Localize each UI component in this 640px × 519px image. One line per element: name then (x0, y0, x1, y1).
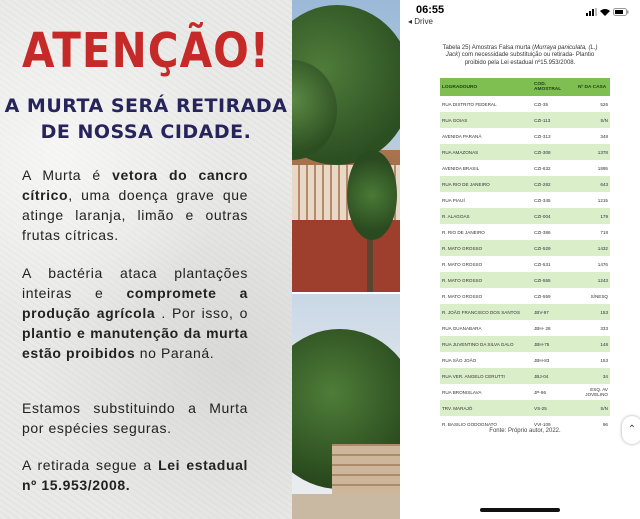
house-number-cell: ESQ. AV JOVELINO (585, 387, 608, 397)
table-row (440, 208, 610, 224)
table-row (440, 96, 610, 112)
table-row (440, 288, 610, 304)
table-row (440, 352, 610, 368)
table-row (440, 224, 610, 240)
tree-photo (292, 0, 400, 292)
poster-subtitle-line2: DE NOSSA CIDADE. (40, 121, 252, 143)
table-row (440, 160, 610, 176)
street-cell: AVENIDA BRASIL (442, 165, 480, 171)
samples-table (440, 78, 610, 432)
street-cell: RUA AMAZONAS (440, 144, 532, 160)
sample-code-cell: CZI-004 (532, 208, 576, 224)
street-cell: TRV. MARAJÓ (440, 400, 532, 416)
street-cell: RUA JUVENTINO DA SILVA GALO (440, 336, 532, 352)
table-source: Fonte: Próprio autor, 2022. (489, 428, 561, 434)
sample-code-cell: CZI-531 (534, 261, 551, 267)
table-row (440, 336, 610, 352)
street-cell: RUA GUANABARA (442, 325, 482, 331)
house-number-cell: 1476 (597, 261, 608, 267)
signal-icon (586, 8, 598, 16)
house-number-cell: 718 (600, 229, 608, 235)
sample-code-cell: JP-96 (534, 389, 547, 395)
street-cell: R. BASILIO GODOGNATO (442, 421, 497, 427)
sample-code-cell: VS-25 (532, 400, 576, 416)
street-cell: R. MATO GROSSO (442, 293, 483, 299)
poster-subtitle-line1: A MURTA SERÁ RETIRADA (4, 95, 288, 117)
paragraph-bacteria: A bactéria ataca plantações inteiras e compromete a produção agrícola . Por isso, o plantio e manutenção da murta estão proibidos no Paraná. (22, 265, 248, 361)
street-cell: RUA DISTRITO FEDERAL (442, 101, 497, 107)
sample-code-cell: CZI-529 (532, 240, 576, 256)
street-cell: R. ALAGOAS (440, 208, 532, 224)
table-row (440, 112, 610, 128)
street-cell: RUA SÃO JOÃO (442, 357, 477, 363)
house-number-cell: 153 (576, 304, 610, 320)
sample-code-cell: JBH-83 (534, 357, 550, 363)
chevron-icon: ⌃ (627, 424, 637, 435)
phone-screen (400, 0, 640, 519)
house-number-cell: 1215 (597, 197, 608, 203)
street-cell: AVENIDA PARANÁ (442, 133, 482, 139)
house-number-cell: 526 (600, 101, 608, 107)
house-number-cell: S/N (576, 400, 610, 416)
street-cell: RUA PIAUÍ (442, 197, 465, 203)
house-number-cell: 153 (600, 357, 608, 363)
sample-code-cell: VVI-109 (534, 421, 551, 427)
column-header: Nº DA CASA (576, 78, 610, 96)
table-row (440, 256, 610, 272)
sample-code-cell: CZI-282 (532, 176, 576, 192)
shrub-photo (292, 294, 400, 519)
house-number-cell: 148 (576, 336, 610, 352)
paragraph-law: A retirada segue a Lei estadual nº 15.953/2008. (22, 457, 248, 493)
sample-code-cell: CZI-113 (532, 112, 576, 128)
battery-icon (613, 8, 629, 16)
sample-code-cell: CZI-386 (534, 229, 551, 235)
table-row (440, 304, 610, 320)
house-number-cell: 96 (602, 421, 608, 427)
sample-code-cell: JBH- 28 (534, 325, 551, 331)
paragraph-replacement: Estamos substituindo a Murta por espécies seguras. (22, 400, 248, 436)
sample-code-cell: CZI-555 (532, 272, 576, 288)
house-number-cell: 34 (576, 368, 610, 384)
house-number-cell: 1243 (576, 272, 610, 288)
table-row (440, 400, 610, 416)
sample-code-cell: CZI-308 (532, 144, 576, 160)
sample-code-cell: CZI-313 (534, 133, 551, 139)
poster-title: ATENÇÃO! (22, 22, 270, 79)
table-row (440, 320, 610, 336)
photo-strip (292, 0, 400, 519)
house-number-cell: S/NESQ (590, 293, 608, 299)
street-cell: RUA BRONISLAVA (442, 389, 482, 395)
table-row (440, 128, 610, 144)
column-header: COD. AMOSTRAL (532, 78, 576, 96)
table-row (440, 192, 610, 208)
paragraph-vector: A Murta é vetora do cancro cítrico, uma doença grave que atinge laranja, limão e outras frutas cítricas. (22, 167, 248, 243)
sample-code-cell: CZI-345 (534, 197, 551, 203)
street-cell: R. JOÃO FRANCISCO DOS SANTOS (440, 304, 532, 320)
house-number-cell: 643 (576, 176, 610, 192)
sample-code-cell: JBJ-04 (532, 368, 576, 384)
table-row (440, 176, 610, 192)
house-number-cell: 1378 (576, 144, 610, 160)
scroll-chevron-button[interactable] (622, 416, 640, 444)
poster-subtitle (0, 93, 292, 145)
sample-code-cell: JBV-97 (532, 304, 576, 320)
street-cell: R. MATO GROSSO (440, 272, 532, 288)
table-caption: Tabela 25) Amostras Falsa murta (Murraya paniculata, (L.) Jack) com necessidade substituição ou retirada- Plantio proibido pela Lei estadual nº15.953/2008. (442, 45, 598, 66)
sample-code-cell: JBH-75 (532, 336, 576, 352)
house-number-cell: 1432 (576, 240, 610, 256)
house-number-cell: 333 (600, 325, 608, 331)
status-bar (400, 4, 640, 20)
house-number-cell: S/N (576, 112, 610, 128)
home-indicator[interactable] (480, 508, 560, 512)
table-row (440, 272, 610, 288)
wifi-icon (600, 8, 610, 16)
street-cell: RUA VER. ANGELO CERUTTI (440, 368, 532, 384)
street-cell: R. RIO DE JANEIRO (442, 229, 485, 235)
house-number-cell: 1895 (597, 165, 608, 171)
table-row (440, 368, 610, 384)
column-header: LOGRADOURO (440, 78, 532, 96)
street-cell: R. MATO GROSSO (440, 240, 532, 256)
house-number-cell: 348 (600, 133, 608, 139)
awareness-poster (0, 0, 292, 519)
sample-code-cell: CZI-559 (534, 293, 551, 299)
house-number-cell: 179 (576, 208, 610, 224)
clock: 06:55 (416, 4, 445, 16)
table-row (440, 384, 610, 400)
street-cell: RUA RIO DE JANEIRO (440, 176, 532, 192)
table-row (440, 240, 610, 256)
back-to-drive-link[interactable]: ◂ Drive (408, 17, 433, 26)
street-cell: RUA GOIAS (440, 112, 532, 128)
table-row (440, 144, 610, 160)
sample-code-cell: CZI-35 (534, 101, 549, 107)
street-cell: R. MATO GROSSO (442, 261, 483, 267)
sample-code-cell: CZI-632 (534, 165, 551, 171)
